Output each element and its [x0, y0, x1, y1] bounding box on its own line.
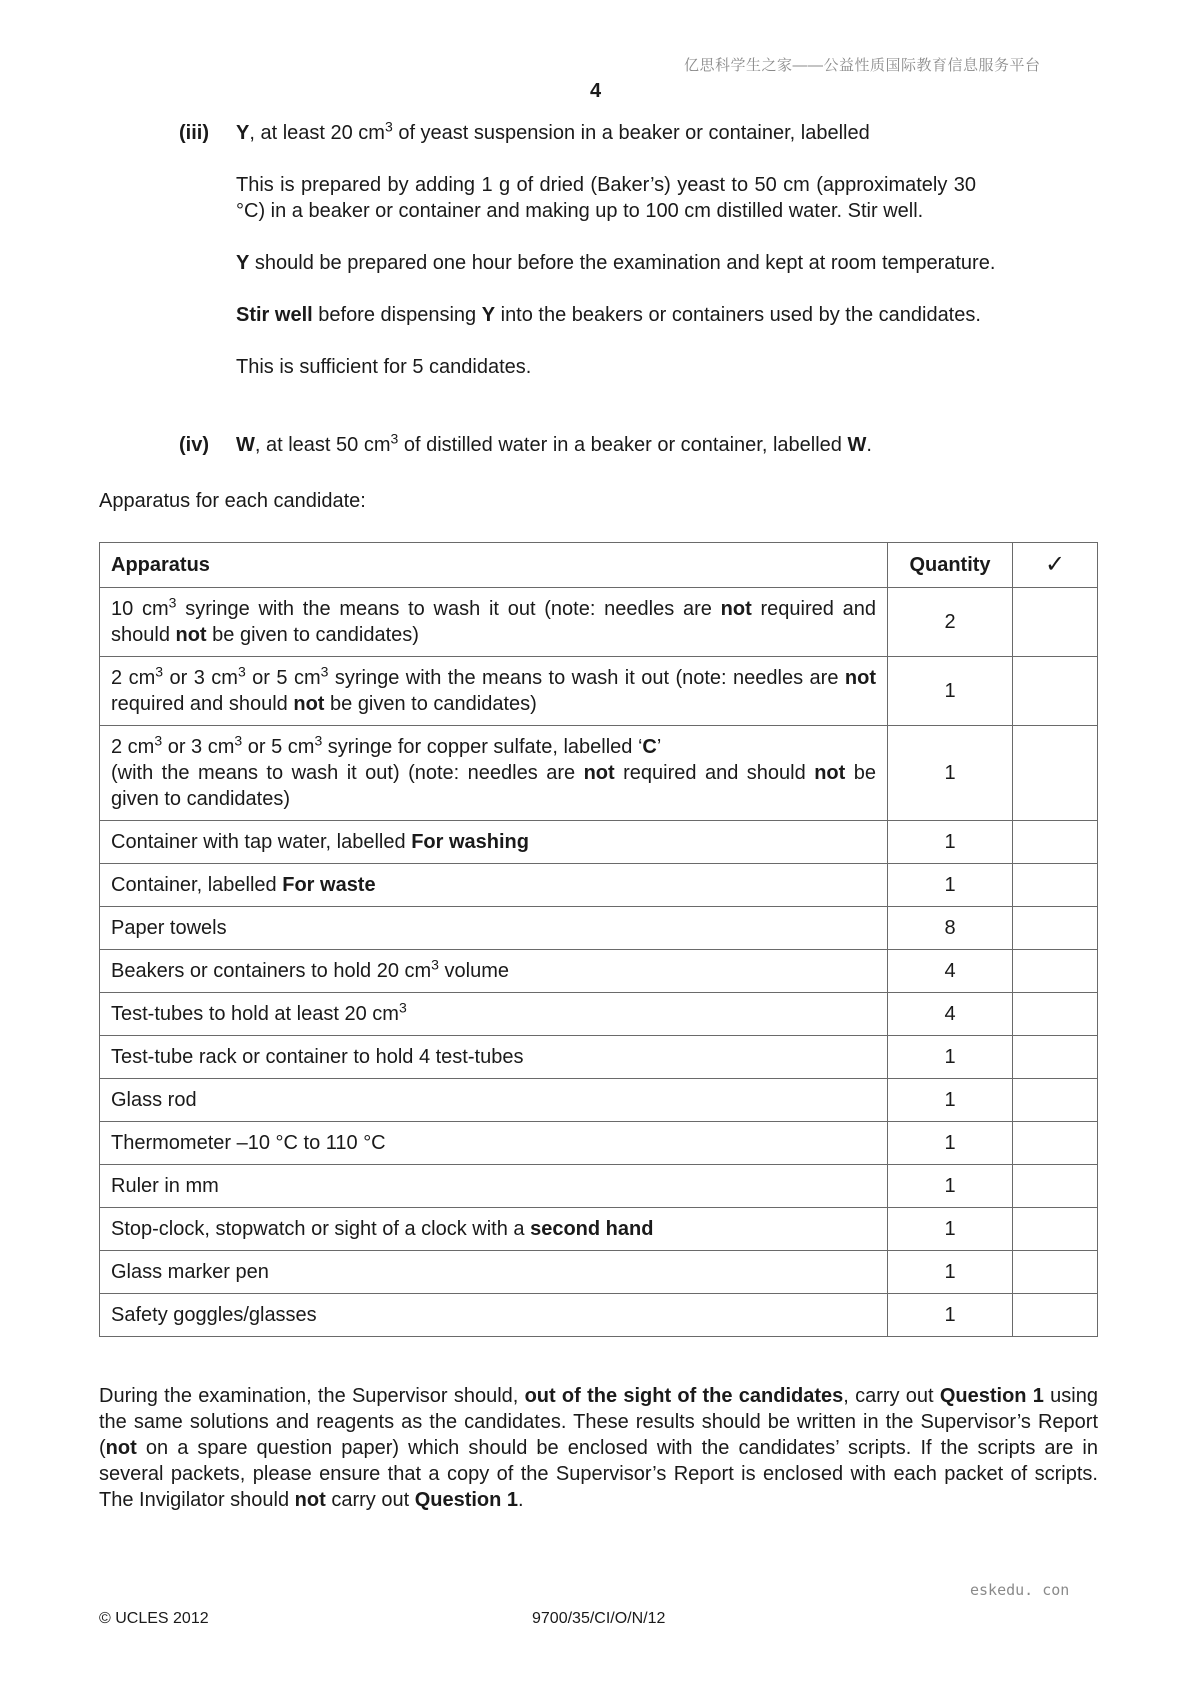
apparatus-cell: Test-tubes to hold at least 20 $cm^3$ — [100, 993, 888, 1036]
apparatus-intro: Apparatus for each candidate: — [99, 490, 366, 512]
check-cell[interactable] — [1013, 1036, 1098, 1079]
check-cell[interactable] — [1013, 864, 1098, 907]
table-row — [100, 864, 1098, 907]
apparatus-cell: Safety goggles/glasses — [100, 1294, 888, 1337]
quantity-cell: 1 — [888, 1122, 1013, 1165]
header-apparatus: Apparatus — [100, 543, 888, 588]
check-cell[interactable] — [1013, 993, 1098, 1036]
apparatus-cell: 2 $cm^3$ or 3 $cm^3$ or 5 $cm^3$ syringe with the means to wash it out (note: needles are not required and should not be given to candidates) — [100, 657, 888, 726]
quantity-cell: 1 — [888, 657, 1013, 726]
check-cell[interactable] — [1013, 726, 1098, 821]
quantity-cell: 1 — [888, 1036, 1013, 1079]
footer-code: 9700/35/CI/O/N/12 — [532, 1610, 666, 1627]
item-body — [236, 432, 1089, 458]
quantity-cell: 4 — [888, 950, 1013, 993]
check-cell[interactable] — [1013, 821, 1098, 864]
check-cell[interactable] — [1013, 657, 1098, 726]
check-mark-icon: ✓ — [1044, 550, 1066, 578]
item-number: (iii) — [179, 122, 209, 144]
table-row — [100, 993, 1098, 1036]
check-cell[interactable] — [1013, 1165, 1098, 1208]
quantity-cell: 1 — [888, 1294, 1013, 1337]
apparatus-cell: Paper towels — [100, 907, 888, 950]
quantity-cell: 1 — [888, 821, 1013, 864]
quantity-cell: 2 — [888, 588, 1013, 657]
table-row — [100, 907, 1098, 950]
apparatus-cell: Container with tap water, labelled For washing — [100, 821, 888, 864]
table-row — [100, 1294, 1098, 1337]
table-row — [100, 588, 1098, 657]
item-number: (iv) — [179, 434, 209, 456]
apparatus-cell: Ruler in mm — [100, 1165, 888, 1208]
quantity-cell: 1 — [888, 1165, 1013, 1208]
item-iv — [179, 432, 1089, 484]
apparatus-cell: Container, labelled For waste — [100, 864, 888, 907]
apparatus-table — [99, 542, 1098, 1337]
footer-copyright: © UCLES 2012 — [99, 1610, 209, 1627]
table-row — [100, 1251, 1098, 1294]
quantity-cell: 1 — [888, 1251, 1013, 1294]
check-cell[interactable] — [1013, 950, 1098, 993]
item-paragraph: W, at least 50 $cm^3$ of distilled water in a beaker or container, labelled W. — [236, 430, 872, 456]
quantity-cell: 1 — [888, 1208, 1013, 1251]
item-paragraph: Y should be prepared one hour before the examination and kept at room temperature. — [236, 252, 996, 274]
quantity-cell: 1 — [888, 864, 1013, 907]
apparatus-cell: Thermometer –10 °C to 110 °C — [100, 1122, 888, 1165]
quantity-cell: 8 — [888, 907, 1013, 950]
apparatus-cell: Test-tube rack or container to hold 4 test-tubes — [100, 1036, 888, 1079]
header-quantity: Quantity — [888, 543, 1013, 588]
table-body — [100, 588, 1098, 1337]
watermark-header: 亿思科学生之家——公益性质国际教育信息服务平台 — [684, 57, 1041, 74]
check-cell[interactable] — [1013, 1294, 1098, 1337]
table-row — [100, 726, 1098, 821]
check-cell[interactable] — [1013, 1079, 1098, 1122]
table-row — [100, 1079, 1098, 1122]
check-cell[interactable] — [1013, 907, 1098, 950]
item-paragraph: Stir well before dispensing Y into the beakers or containers used by the candidates. — [236, 304, 981, 326]
watermark-footer: eskedu. con — [970, 1581, 1070, 1599]
apparatus-cell: Glass rod — [100, 1079, 888, 1122]
apparatus-cell: Stop-clock, stopwatch or sight of a clock with a second hand — [100, 1208, 888, 1251]
item-paragraph: This is prepared by adding 1 g of dried (Baker’s) yeast to 50 cm (approximately 30 °C) in a beaker or container and making up to 100 cm distilled water. Stir well. — [236, 174, 976, 222]
check-cell[interactable] — [1013, 1122, 1098, 1165]
check-cell[interactable] — [1013, 1251, 1098, 1294]
header-check — [1013, 543, 1098, 588]
quantity-cell: 1 — [888, 726, 1013, 821]
table-row — [100, 1165, 1098, 1208]
table-row — [100, 1122, 1098, 1165]
apparatus-cell: 10 $cm^3$ syringe with the means to wash it out (note: needles are not required and should not be given to candidates) — [100, 588, 888, 657]
table-header-row — [100, 543, 1098, 588]
item-paragraph: Y, at least 20 $cm^3$ of yeast suspension in a beaker or container, labelled — [236, 118, 870, 144]
page-number: 4 — [590, 80, 602, 102]
check-cell[interactable] — [1013, 588, 1098, 657]
item-paragraph: This is sufficient for 5 candidates. — [236, 356, 532, 378]
table-row — [100, 950, 1098, 993]
table-row — [100, 1208, 1098, 1251]
apparatus-cell: Glass marker pen — [100, 1251, 888, 1294]
apparatus-cell: Beakers or containers to hold 20 $cm^3$ volume — [100, 950, 888, 993]
quantity-cell: 4 — [888, 993, 1013, 1036]
check-cell[interactable] — [1013, 1208, 1098, 1251]
table-row — [100, 1036, 1098, 1079]
item-iii — [179, 120, 1089, 406]
item-body — [236, 120, 1089, 380]
table-row — [100, 657, 1098, 726]
apparatus-cell: 2 $cm^3$ or 3 $cm^3$ or 5 $cm^3$ syringe for copper sulfate, labelled ‘C’ (with the means to wash it out) (note: needles are not required and should not be given to candidates) — [100, 726, 888, 821]
table-row — [100, 821, 1098, 864]
closing-paragraph: During the examination, the Supervisor should, out of the sight of the candidates, carry out Question 1 using the same solutions and reagents as the candidates. These results should be written in the Supervisor’s Report (not on a spare question paper) which should be enclosed with the candidates’ scripts. If the scripts are in several packets, please ensure that a copy of the Supervisor’s Report is enclosed with each packet of scripts. The Invigilator should not carry out Question 1. — [99, 1385, 1098, 1511]
quantity-cell: 1 — [888, 1079, 1013, 1122]
